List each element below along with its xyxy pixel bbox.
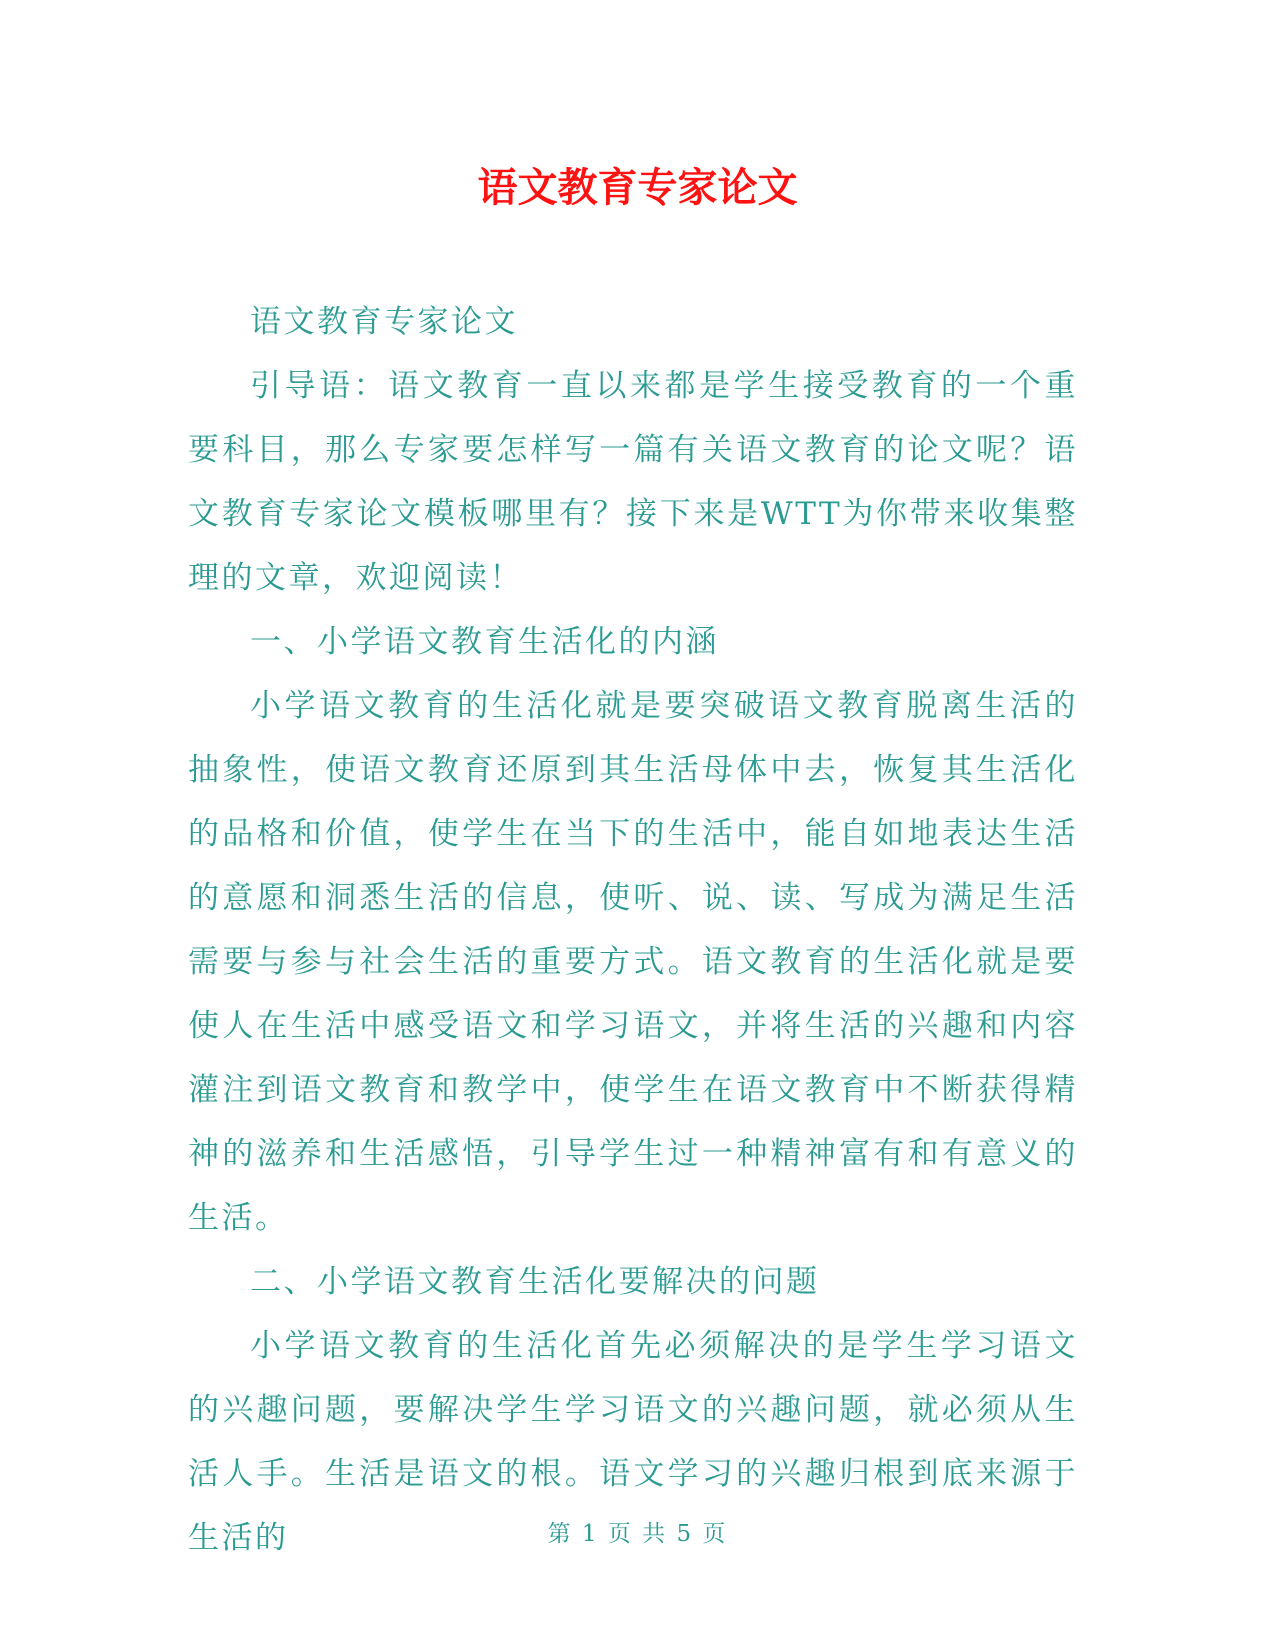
section-heading-1: 一、小学语文教育生活化的内涵 [250, 624, 719, 660]
paragraph-section-1: 小学语文教育的生活化就是要突破语文教育脱离生活的抽象性，使语文教育还原到其生活母体中去，恢复其生活化的品格和价值，使学生在当下的生活中，能自如地表达生活的意愿和洞悉生活的信息，使听、说、读、写成为满足生活需要与参与社会生活的重要方式。语文教育的生活化就是要使人在生活中感受语文和学习语文，并将生活的兴趣和内容灌注到语文教育和教学中，使学生在语文教育中不断获得精神的滋养和生活感悟，引导学生过一种精神富有和有意义的生活。 [188, 688, 1078, 1236]
paragraph-subtitle: 语文教育专家论文 [250, 304, 518, 340]
paragraph-intro: 引导语：语文教育一直以来都是学生接受教育的一个重要科目，那么专家要怎样写一篇有关语文教育的论文呢？语文教育专家论文模板哪里有？接下来是WTT为你带来收集整理的文章，欢迎阅读！ [188, 368, 1078, 596]
document-title: 语文教育专家论文 [477, 165, 798, 211]
document-body [188, 290, 1078, 1570]
paragraph-section-2: 小学语文教育的生活化首先必须解决的是学生学习语文的兴趣问题，要解决学生学习语文的兴趣问题，就必须从生活人手。生活是语文的根。语文学习的兴趣归根到底来源于生活的 [188, 1328, 1078, 1556]
page-number: 第 1 页 共 5 页 [547, 1521, 728, 1547]
section-heading-2: 二、小学语文教育生活化要解决的问题 [250, 1264, 820, 1300]
